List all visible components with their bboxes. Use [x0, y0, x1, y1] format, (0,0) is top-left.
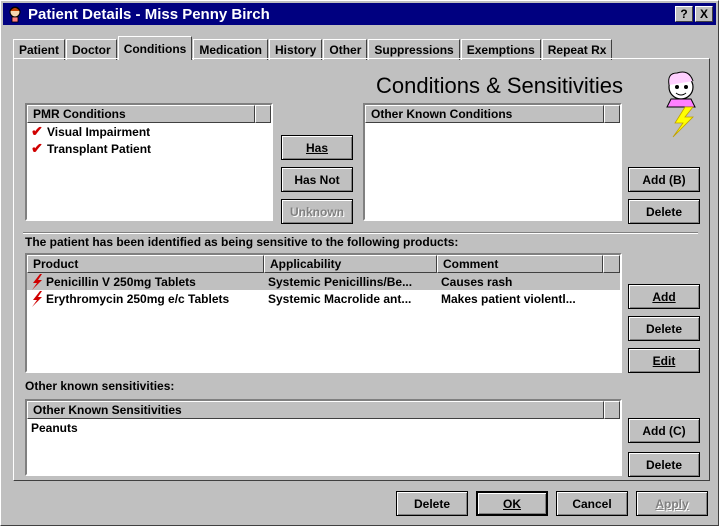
- delete-sensitivity-button[interactable]: [628, 316, 700, 341]
- product-cell: Erythromycin 250mg e/c Tablets: [46, 291, 230, 306]
- comment-cell: Makes patient violentl...: [441, 291, 576, 306]
- applicability-cell: Systemic Penicillins/Be...: [268, 274, 413, 289]
- tab-other[interactable]: Other: [323, 39, 367, 60]
- list-item[interactable]: [27, 123, 271, 140]
- add-label: Add: [652, 289, 676, 304]
- other-known-conditions-list[interactable]: [363, 103, 622, 221]
- pmr-conditions-column[interactable]: PMR Conditions: [27, 105, 255, 123]
- header-spacer: [604, 105, 620, 123]
- pmr-conditions-header: [27, 105, 271, 123]
- divider: [23, 232, 698, 234]
- delete-other-label: Delete: [645, 457, 683, 472]
- other-sensitivities-label: Other known sensitivities:: [25, 379, 175, 393]
- sensitive-products-list[interactable]: [25, 253, 622, 373]
- delete-other-sensitivity-button[interactable]: [628, 452, 700, 477]
- tab-medication[interactable]: Medication: [193, 39, 268, 60]
- table-row[interactable]: [27, 273, 620, 290]
- product-cell: Penicillin V 250mg Tablets: [46, 274, 196, 289]
- tab-conditions[interactable]: Conditions: [118, 36, 193, 60]
- tab-suppressions[interactable]: Suppressions: [368, 39, 459, 60]
- applicability-column[interactable]: Applicability: [264, 255, 437, 273]
- has-label: Has: [305, 140, 328, 155]
- check-icon: ✔: [31, 140, 43, 156]
- edit-label: Edit: [652, 353, 676, 368]
- other-sensitivities-column[interactable]: Other Known Sensitivities: [27, 401, 604, 419]
- unknown-label: Unknown: [290, 204, 344, 219]
- has-not-label: Has Not: [294, 172, 340, 187]
- sensitive-products-label: The patient has been identified as being sensitive to the following products:: [25, 235, 459, 249]
- tab-strip: [13, 37, 613, 59]
- header-spacer: [604, 401, 620, 419]
- comment-cell: Causes rash: [441, 274, 513, 289]
- patient-icon: [6, 5, 24, 23]
- tab-doctor[interactable]: Doctor: [66, 39, 117, 60]
- list-item-label: Visual Impairment: [47, 124, 151, 139]
- pmr-conditions-list[interactable]: [25, 103, 273, 221]
- cancel-button[interactable]: [556, 491, 628, 516]
- header-spacer: [255, 105, 271, 123]
- list-item[interactable]: [27, 419, 620, 436]
- mascot-icon: [661, 67, 701, 139]
- has-not-button[interactable]: [281, 167, 353, 192]
- footer-delete-label: Delete: [413, 496, 451, 511]
- ok-label: OK: [503, 496, 521, 511]
- other-sensitivities-list[interactable]: [25, 399, 622, 476]
- tab-history[interactable]: History: [269, 39, 322, 60]
- tab-patient[interactable]: Patient: [13, 39, 65, 60]
- delete-label: Delete: [645, 321, 683, 336]
- list-item-label: Transplant Patient: [47, 141, 152, 156]
- add-c-button[interactable]: [628, 418, 700, 443]
- applicability-cell: Systemic Macrolide ant...: [268, 291, 412, 306]
- apply-button[interactable]: [636, 491, 708, 516]
- footer-delete-button[interactable]: [396, 491, 468, 516]
- cancel-label: Cancel: [572, 496, 612, 511]
- page-heading: Conditions & Sensitivities: [376, 73, 624, 98]
- other-sensitivities-header: [27, 401, 620, 419]
- unknown-button[interactable]: [281, 199, 353, 224]
- sensitive-products-header: [27, 255, 620, 273]
- comment-column[interactable]: Comment: [437, 255, 603, 273]
- header-spacer: [603, 255, 620, 273]
- tab-exemptions[interactable]: Exemptions: [461, 39, 541, 60]
- has-button[interactable]: [281, 135, 353, 160]
- check-icon: ✔: [31, 123, 43, 139]
- delete-conditions-label: Delete: [645, 204, 683, 219]
- window-title: Patient Details - Miss Penny Birch: [28, 5, 270, 23]
- product-column[interactable]: Product: [27, 255, 264, 273]
- edit-sensitivity-button[interactable]: [628, 348, 700, 373]
- add-b-label: Add (B): [642, 172, 686, 187]
- close-button[interactable]: X: [695, 6, 713, 22]
- add-sensitivity-button[interactable]: [628, 284, 700, 309]
- lightning-icon: [30, 274, 44, 290]
- delete-conditions-button[interactable]: [628, 199, 700, 224]
- list-item-label: Peanuts: [31, 420, 78, 435]
- other-conditions-header: [365, 105, 620, 123]
- table-row[interactable]: [27, 290, 620, 307]
- list-item[interactable]: [27, 140, 271, 157]
- apply-label: Apply: [655, 496, 689, 511]
- lightning-icon: [30, 291, 44, 307]
- title-bar[interactable]: [3, 3, 716, 25]
- add-c-label: Add (C): [642, 423, 686, 438]
- help-button[interactable]: ?: [675, 6, 693, 22]
- add-b-button[interactable]: [628, 167, 700, 192]
- other-conditions-column[interactable]: Other Known Conditions: [365, 105, 604, 123]
- tab-repeat-rx[interactable]: Repeat Rx: [542, 39, 613, 60]
- ok-button[interactable]: [476, 491, 548, 516]
